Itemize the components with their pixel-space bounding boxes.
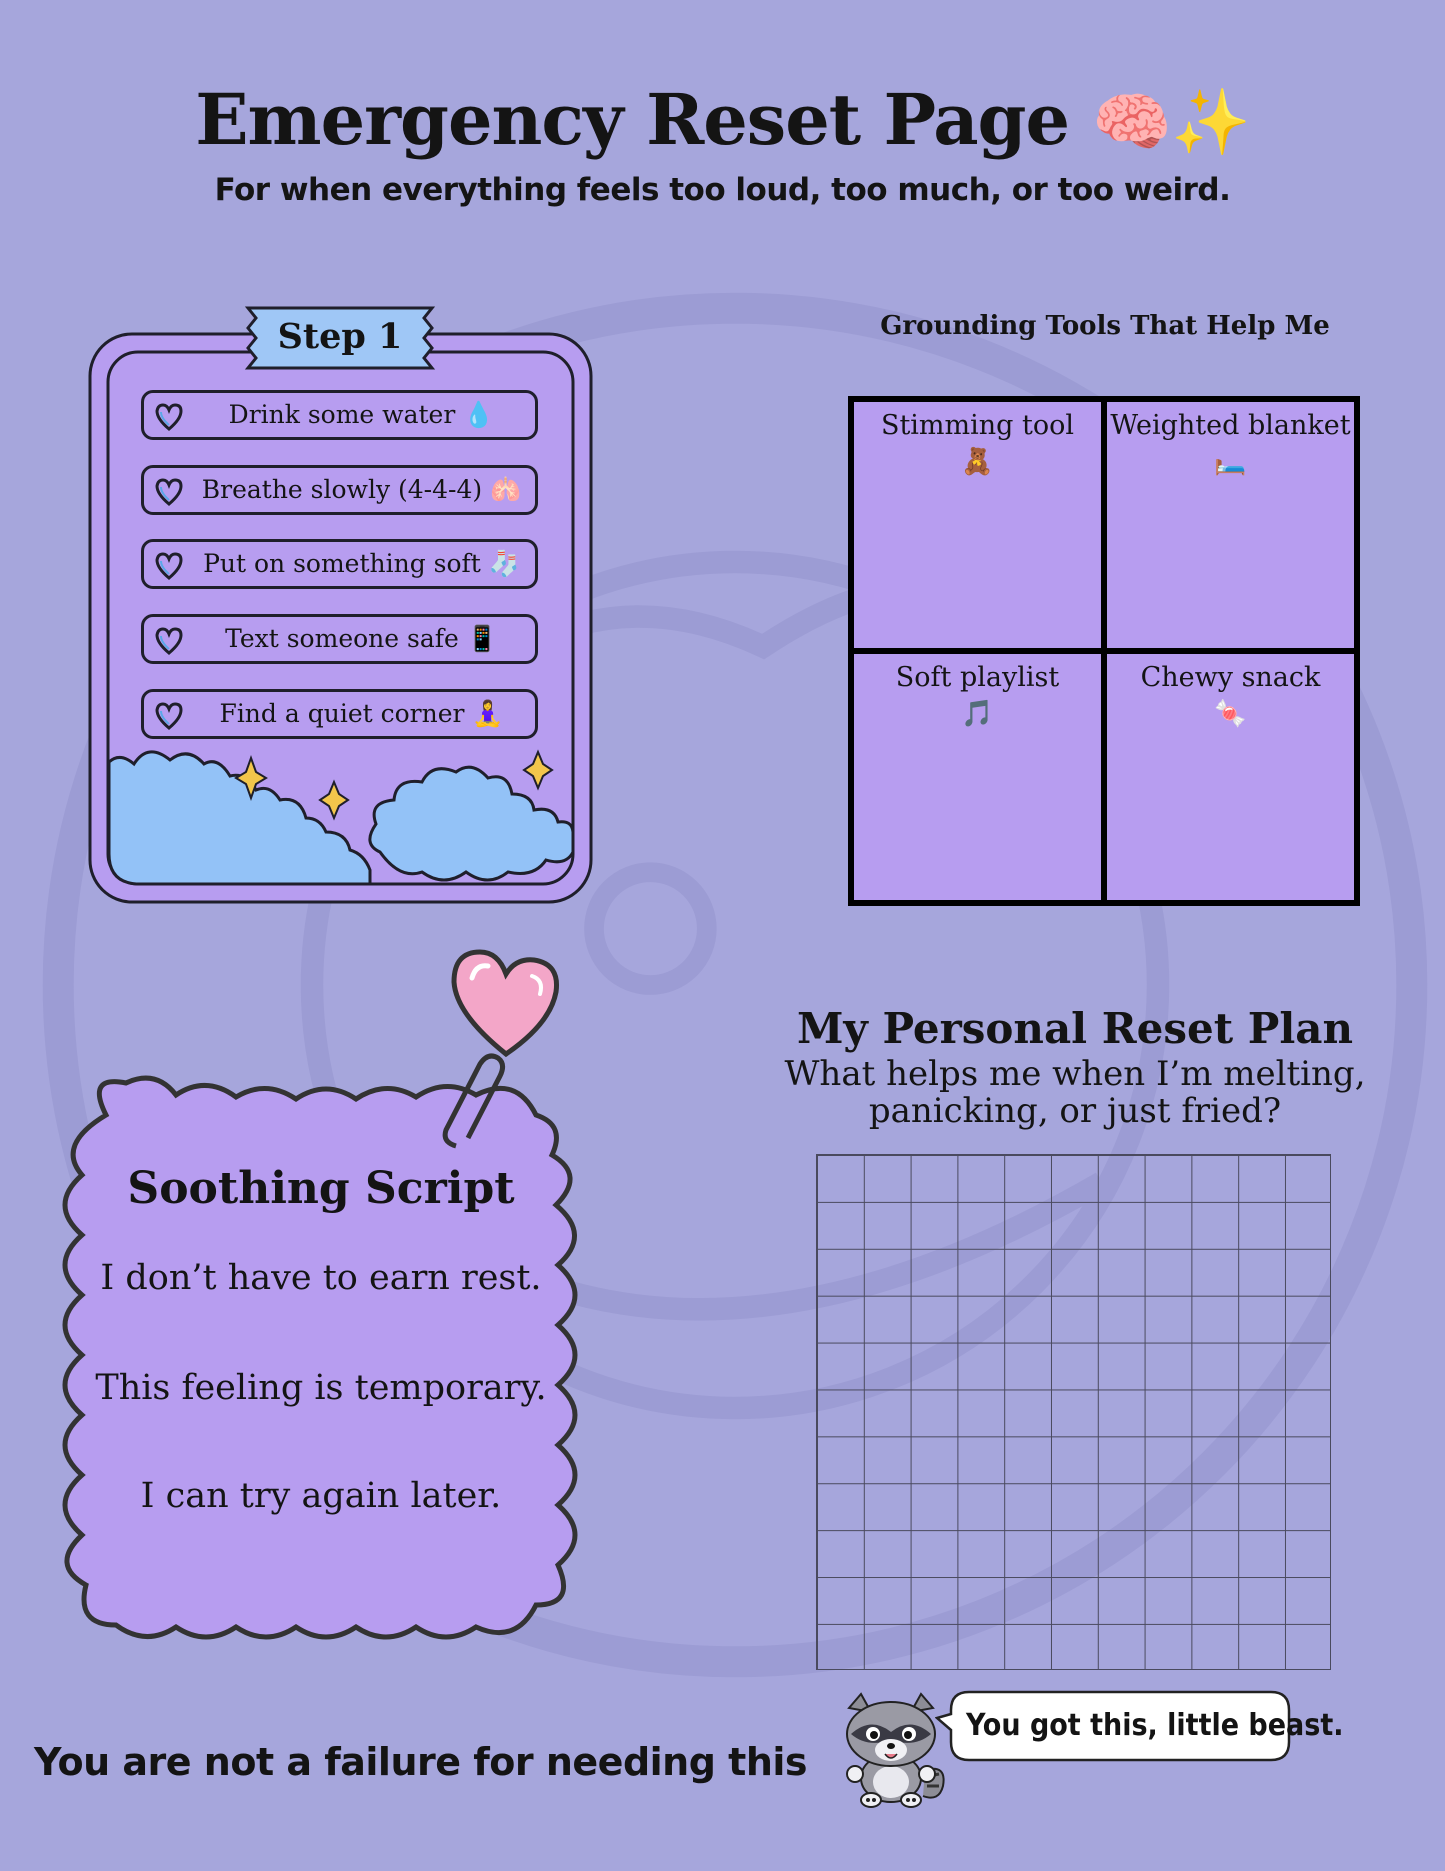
step-tag: Step 1 <box>277 316 403 357</box>
music-note-icon: 🎵 <box>961 699 994 729</box>
reset-plan-prompt: What helps me when I’m melting, panicking, or just fried? <box>784 1054 1366 1131</box>
heart-icon <box>154 702 184 730</box>
teddy-bear-icon: 🧸 <box>961 447 994 477</box>
tool-cell[interactable] <box>1104 651 1354 900</box>
grounding-tools-grid <box>848 396 1360 906</box>
reset-plan-title: My Personal Reset Plan <box>796 1004 1354 1053</box>
raccoon-icon <box>835 1690 947 1808</box>
tool-name: Soft playlist <box>895 662 1060 693</box>
heart-icon <box>154 478 184 506</box>
affirmation-text: You are not a failure for needing this <box>34 1740 808 1784</box>
speech-bubble-text: You got this, little beast. <box>966 1708 1344 1743</box>
tool-name: Chewy snack <box>1140 662 1321 693</box>
script-line: I can try again later. <box>140 1476 502 1516</box>
page-subtitle: For when everything feels too loud, too much, or too weird. <box>214 172 1231 208</box>
tool-name: Stimming tool <box>880 410 1075 441</box>
page-title <box>0 78 1445 161</box>
script-line: This feeling is temporary. <box>95 1368 547 1408</box>
checklist-item-label: Text someone safe 📱 <box>225 624 498 653</box>
script-line: I don’t have to earn rest. <box>100 1258 542 1298</box>
checklist-item-label: Find a quiet corner 🧘‍♀️ <box>219 699 504 728</box>
checklist-item-label: Put on something soft 🧦 <box>203 549 520 578</box>
tool-cell[interactable] <box>854 402 1104 651</box>
checklist-item-label: Breathe slowly (4-4-4) 🫁 <box>201 475 522 504</box>
heart-pin-icon <box>436 944 576 1150</box>
page-title-text: Emergency Reset Page <box>195 78 1070 161</box>
checklist-item[interactable] <box>141 614 538 664</box>
tool-name: Weighted blanket <box>1110 410 1351 441</box>
checklist-item[interactable] <box>141 465 538 515</box>
tool-cell[interactable] <box>854 651 1104 900</box>
reset-plan-writing-grid[interactable] <box>816 1154 1331 1670</box>
checklist-item[interactable] <box>141 390 538 440</box>
soothing-script-bubble <box>46 1075 598 1648</box>
checklist-item[interactable] <box>141 689 538 739</box>
grounding-tools-title: Grounding Tools That Help Me <box>880 311 1330 341</box>
candy-icon: 🍬 <box>1214 699 1247 729</box>
brain-sparkle-icon: 🧠✨ <box>1092 85 1250 160</box>
bed-icon: 🛏️ <box>1214 447 1247 477</box>
checklist-item[interactable] <box>141 539 538 589</box>
tool-cell[interactable] <box>1104 402 1354 651</box>
soothing-script-title: Soothing Script <box>127 1163 515 1214</box>
heart-icon <box>154 552 184 580</box>
checklist-item-label: Drink some water 💧 <box>228 400 495 429</box>
heart-icon <box>154 627 184 655</box>
heart-icon <box>154 403 184 431</box>
